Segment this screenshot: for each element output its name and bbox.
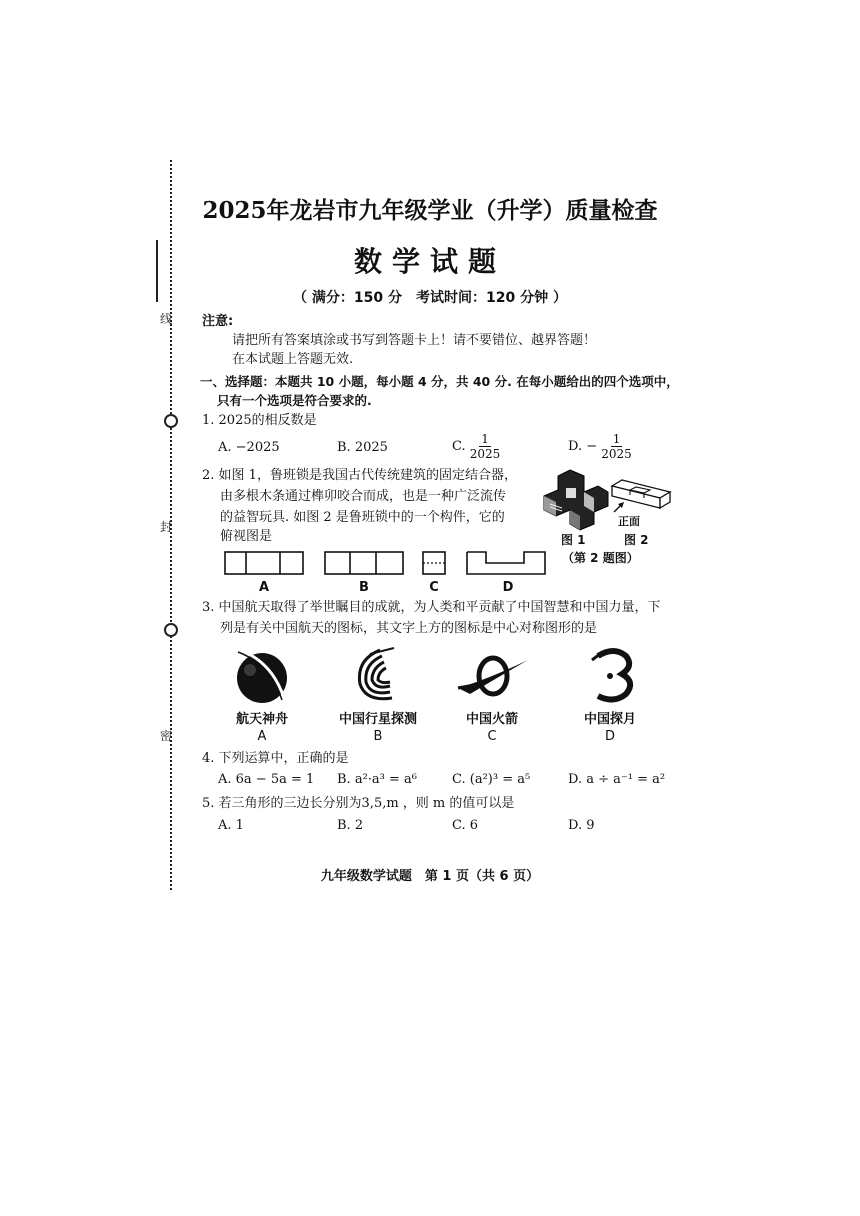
q1-option-b: B. 2025 [337,440,388,455]
planetary-exploration-logo-icon [350,646,410,704]
china-rocket-logo-icon [456,654,530,698]
exam-subject: 数学试题 [353,245,506,278]
page-footer: 九年级数学试题 第 1 页（共 6 页） [320,869,540,884]
q2-option-d: D [502,580,514,595]
lunar-exploration-logo-icon [588,646,638,704]
q2-option-c-drawing [422,551,446,575]
binding-mark-mi: 密 [160,729,173,743]
q1-option-a: A. −2025 [218,440,280,455]
q2-option-a: A [258,580,270,595]
q5-option-b: B. 2 [337,818,364,833]
shenzhou-logo-icon [232,648,292,704]
q4-option-d: D. a ÷ a⁻¹ = a² [568,772,666,787]
figure-1-label: 图 1 [561,533,586,547]
q2-option-a-drawing [224,551,304,575]
section-heading: 一、选择题：本题共 10 小题，每小题 4 分，共 40 分. 在每小题给出的四个选项中， [200,374,679,389]
q3-line-1: 3. 中国航天取得了举世瞩目的成就，为人类和平贡献了中国智慧和中国力量，下 [202,600,661,615]
q3-icon-d-name: 中国探月 [583,712,636,727]
exam-info: （ 满分：150 分 考试时间：120 分钟 ） [293,290,567,306]
q2-line-1: 2. 如图 1，鲁班锁是我国古代传统建筑的固定结合器， [202,468,517,483]
notice-label: 注意: [202,314,234,329]
q4-stem: 4. 下列运算中，正确的是 [202,751,349,766]
q3-icon-a-name: 航天神舟 [235,712,288,727]
q2-option-b-drawing [324,551,404,575]
q2-line-2: 由多根木条通过榫卯咬合而成，也是一种广泛流传 [220,489,507,504]
q2-option-d-drawing [466,551,546,575]
q5-option-a: A. 1 [218,818,244,833]
fraction: $\frac{1}{2025}$ [601,432,632,461]
q3-option-d: D [604,729,615,744]
q5-option-d: D. 9 [568,818,595,833]
q2-line-4: 俯视图是 [220,529,273,544]
binding-mark-feng: 封 [160,520,173,534]
binding-hole [164,623,178,637]
q4-option-a: A. 6a − 5a = 1 [218,772,315,787]
q3-option-b: B [373,729,383,744]
q3-icon-b-name: 中国行星探测 [338,712,417,727]
exam-title: 2025年龙岩市九年级学业（升学）质量检查 [202,197,658,224]
q4-option-b: B. a²·a³ = a⁶ [337,772,417,787]
q4-option-c: C. (a²)³ = a⁵ [452,772,531,787]
notice-line-2: 在本试题上答题无效. [232,352,354,367]
binding-mark-xian: 线 [160,312,173,326]
q2-option-c: C [429,580,439,595]
q1-option-c: C. $\frac{1}{2025}$ [452,432,501,461]
front-label: 正面 [618,515,640,528]
q3-option-a: A [257,729,267,744]
q1-option-d: D. − $\frac{1}{2025}$ [568,432,632,461]
q2-line-3: 的益智玩具. 如图 2 是鲁班锁中的一个构件，它的 [220,510,505,525]
notice-line-1: 请把所有答案填涂或书写到答题卡上！请不要错位、越界答题！ [232,333,597,348]
fraction: $\frac{1}{2025}$ [469,432,501,461]
q3-line-2: 列是有关中国航天的图标，其文字上方的图标是中心对称图形的是 [220,621,598,636]
section-heading-2: 只有一个选项是符合要求的. [217,393,372,408]
q3-icon-c-name: 中国火箭 [465,712,518,727]
q2-option-b: B [359,580,369,595]
q1-stem: 1. 2025的相反数是 [202,413,317,428]
luban-lock-figure [540,468,610,530]
binding-hole [164,414,178,428]
q5-stem: 5. 若三角形的三边长分别为3,5,m ，则 m 的值可以是 [202,796,515,811]
figure-2-label: 图 2 [624,533,649,547]
figure-caption: （第 2 题图） [562,551,639,565]
q5-option-c: C. 6 [452,818,479,833]
q3-option-c: C [487,729,497,744]
